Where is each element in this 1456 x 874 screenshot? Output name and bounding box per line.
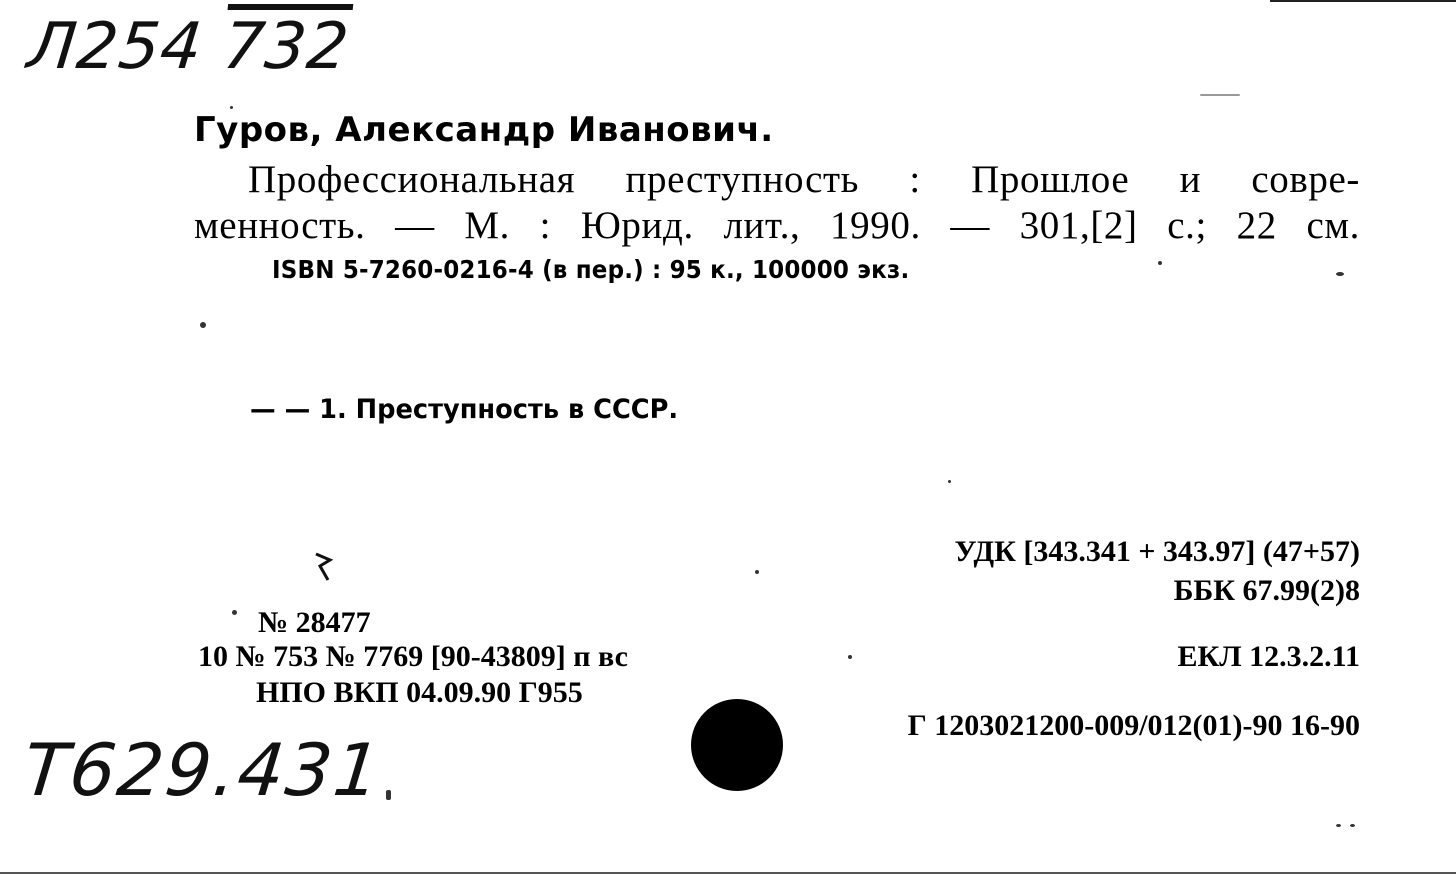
pencil-mark (312, 548, 336, 584)
title-line-2 (194, 203, 1360, 248)
subject-heading: — — 1. Преступность в СССР. (250, 394, 679, 425)
speck (232, 610, 237, 615)
speck (948, 480, 951, 483)
speck (755, 570, 759, 574)
speck (1350, 824, 1355, 827)
title-line-2-text: менность. — М. : Юрид. лит., 1990. — 301,[2] с.; 22 см. (194, 204, 1360, 247)
author-heading: Гуров, Александр Иванович. (194, 110, 774, 150)
title-line-1 (248, 157, 1360, 202)
speck (1158, 261, 1162, 265)
udk-code: УДК [343.341 + 343.97] (47+57) (954, 535, 1360, 568)
isbn-line: ISBN 5-7260-0216-4 (в пер.) : 95 к., 100000 экз. (272, 255, 910, 284)
speck (1200, 94, 1240, 96)
handwritten-call-number-bottom: T629.431 (19, 728, 387, 812)
punch-hole (691, 699, 783, 791)
handwritten-call-number-top (24, 10, 353, 84)
card-number-line-1: № 28477 (258, 606, 371, 639)
speck (230, 106, 233, 109)
call-number-top-suffix: 732 (219, 10, 353, 84)
title-line-1-text: Профессиональная преступность : Прошлое и совре- (248, 158, 1360, 201)
speck (1336, 272, 1344, 276)
card-number-line-2: 10 № 753 № 7769 [90-43809] п вс (198, 640, 628, 673)
top-edge-rule (1270, 0, 1456, 2)
speck (386, 790, 391, 800)
bbk-code: ББК 67.99(2)8 (1173, 574, 1360, 607)
call-number-top-prefix: Л254 (24, 10, 207, 84)
card-number-line-3: НПО ВКП 04.09.90 Г955 (256, 676, 583, 709)
publisher-code: Г 1203021200-009/012(01)-90 16-90 (907, 709, 1360, 742)
speck (200, 322, 206, 328)
speck (848, 655, 852, 659)
speck (1336, 824, 1341, 827)
ekl-code: ЕКЛ 12.3.2.11 (1177, 640, 1360, 673)
